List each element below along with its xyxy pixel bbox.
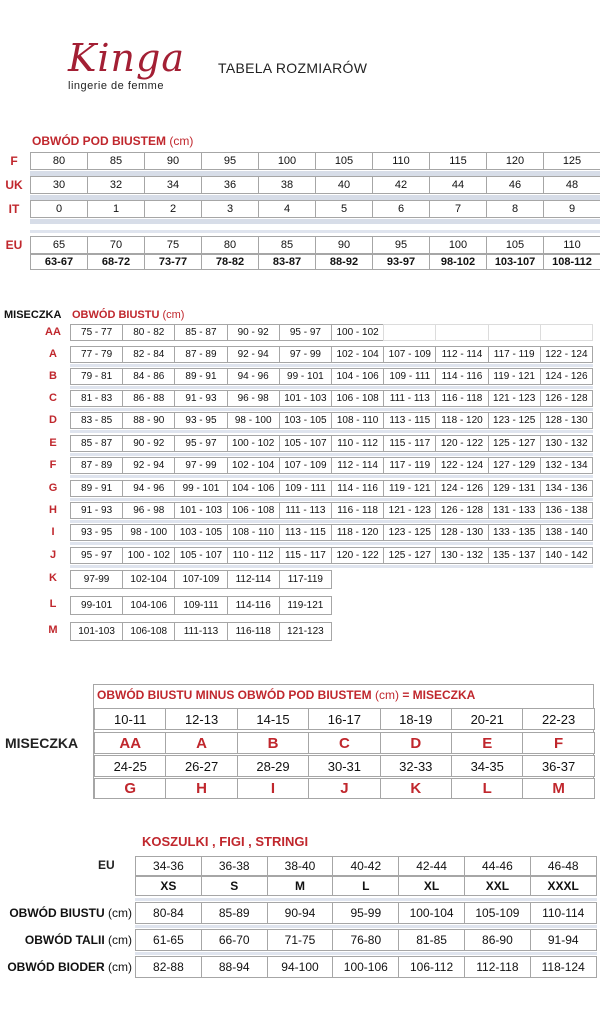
table-cell: 138 - 140 (540, 524, 593, 541)
table-cell: 115 - 117 (279, 547, 332, 564)
apparel-row-label (0, 960, 132, 974)
empty-cell (488, 324, 541, 341)
bust-row-label: E (49, 437, 57, 449)
table-cell: 82 - 84 (122, 346, 175, 363)
underbust-row-label: F (10, 154, 18, 168)
table-cell: D (380, 732, 452, 754)
table-cell: 77 - 79 (70, 346, 123, 363)
table-cell: 44 (429, 176, 487, 194)
table-cell: 80 - 82 (122, 324, 175, 341)
table-cell: 93 - 95 (174, 412, 227, 429)
table-cell: G (94, 778, 166, 799)
table-cell: K (380, 778, 452, 799)
table-cell: 109-111 (174, 596, 227, 615)
table-cell: 116 - 118 (331, 502, 384, 519)
table-cell: A (165, 732, 237, 754)
table-cell: 1 (87, 200, 145, 218)
table-cell: 30-31 (308, 755, 380, 777)
table-cell: 14-15 (237, 708, 309, 730)
table-cell: 85 - 87 (174, 324, 227, 341)
bust-row-label: B (49, 370, 57, 382)
table-cell: 90-94 (267, 902, 334, 924)
apparel-eu-label: EU (98, 858, 115, 872)
table-cell: 65 (30, 236, 88, 254)
table-cell: 121 - 123 (488, 390, 541, 407)
table-cell: 91 - 93 (174, 390, 227, 407)
table-cell: 135 - 137 (488, 547, 541, 564)
row-separator (70, 364, 593, 367)
table-cell: 125 - 127 (383, 547, 436, 564)
table-cell: 122 - 124 (435, 457, 488, 474)
table-cell: 125 - 127 (488, 435, 541, 452)
table-cell: 113 - 115 (383, 412, 436, 429)
table-cell: 34 (144, 176, 202, 194)
table-cell: 100 - 102 (227, 435, 280, 452)
table-cell: XL (398, 876, 465, 896)
table-cell: 94 - 96 (227, 368, 280, 385)
row-separator (30, 219, 600, 224)
table-cell: 92 - 94 (227, 346, 280, 363)
table-cell: 114 - 116 (435, 368, 488, 385)
table-cell: 119 - 121 (383, 480, 436, 497)
apparel-row-label-unit: (cm) (104, 906, 132, 920)
bust-side-label: MISECZKA (4, 309, 62, 321)
table-cell: 111 - 113 (383, 390, 436, 407)
table-cell: 117 - 119 (383, 457, 436, 474)
table-cell: 106-112 (398, 956, 465, 978)
table-cell: 90 - 92 (122, 435, 175, 452)
table-cell: 61-65 (135, 929, 202, 951)
table-cell: 124 - 126 (435, 480, 488, 497)
brand-tagline: lingerie de femme (68, 80, 164, 92)
table-cell: 88 - 90 (122, 412, 175, 429)
brand-logo: Kinga (68, 36, 185, 80)
table-cell: 95 (372, 236, 430, 254)
table-cell: 80 (30, 152, 88, 170)
bust-heading-unit: (cm) (159, 309, 185, 321)
table-cell: 101 - 103 (174, 502, 227, 519)
table-cell: AA (94, 732, 166, 754)
table-cell: S (201, 876, 268, 896)
row-separator (30, 230, 600, 233)
table-cell: 103 - 105 (174, 524, 227, 541)
table-cell: 42-44 (398, 856, 465, 876)
empty-cell (383, 324, 436, 341)
table-cell: 99-101 (70, 596, 123, 615)
table-cell: 107-109 (174, 570, 227, 589)
table-cell: 24-25 (94, 755, 166, 777)
bust-row-label: K (49, 572, 57, 584)
table-cell: 111-113 (174, 622, 227, 641)
table-cell: 105 (315, 152, 373, 170)
table-cell: 134 - 136 (540, 480, 593, 497)
table-cell: 97 - 99 (279, 346, 332, 363)
table-cell: 89 - 91 (174, 368, 227, 385)
table-cell: 130 - 132 (435, 547, 488, 564)
table-cell: 5 (315, 200, 373, 218)
table-cell: 129 - 131 (488, 480, 541, 497)
table-cell: 16-17 (308, 708, 380, 730)
row-separator (70, 386, 593, 389)
table-cell: 109 - 111 (279, 480, 332, 497)
bust-row-label: G (48, 482, 58, 494)
row-separator (135, 952, 597, 955)
table-cell: 78-82 (201, 254, 259, 270)
table-cell: 98-102 (429, 254, 487, 270)
table-cell: M (522, 778, 594, 799)
table-cell: 123 - 125 (383, 524, 436, 541)
table-cell: H (165, 778, 237, 799)
table-cell: 102 - 104 (227, 457, 280, 474)
table-cell: 94-100 (267, 956, 334, 978)
table-cell: 118 - 120 (435, 412, 488, 429)
empty-cell (540, 324, 593, 341)
table-cell: 123 - 125 (488, 412, 541, 429)
table-cell: 10-11 (94, 708, 166, 730)
empty-cell (435, 324, 488, 341)
table-cell: 93-97 (372, 254, 430, 270)
table-cell: 120 - 122 (331, 547, 384, 564)
table-cell: 125 (543, 152, 600, 170)
table-cell: 105 - 107 (279, 435, 332, 452)
cup-side-label: MISECZKA (5, 735, 79, 751)
bust-row-label: I (51, 526, 55, 538)
table-cell: 86-90 (464, 929, 531, 951)
cup-formula-heading (97, 688, 475, 702)
table-cell: 80 (201, 236, 259, 254)
apparel-row-label-text: OBWÓD TALII (24, 933, 105, 947)
table-cell: 101 - 103 (279, 390, 332, 407)
cup-formula-heading-b: = MISECZKA (399, 688, 476, 702)
table-cell: F (522, 732, 594, 754)
table-cell: 115 (429, 152, 487, 170)
bust-row-label: AA (45, 326, 61, 338)
row-separator (135, 898, 597, 901)
table-cell: 81 - 83 (70, 390, 123, 407)
table-cell: 3 (201, 200, 259, 218)
table-cell: 26-27 (165, 755, 237, 777)
bust-row-label: A (49, 348, 57, 360)
table-cell: 103-107 (486, 254, 544, 270)
table-cell: 126 - 128 (435, 502, 488, 519)
table-cell: 79 - 81 (70, 368, 123, 385)
table-cell: 9 (543, 200, 600, 218)
table-cell: 119 - 121 (488, 368, 541, 385)
table-cell: 118 - 120 (331, 524, 384, 541)
table-cell: 80-84 (135, 902, 202, 924)
table-cell: 121-123 (279, 622, 332, 641)
apparel-row-label-unit: (cm) (104, 960, 132, 974)
table-cell: 36-37 (522, 755, 594, 777)
row-separator (70, 453, 593, 456)
apparel-row-label-text: OBWÓD BIODER (7, 960, 105, 974)
table-cell: 108 - 110 (227, 524, 280, 541)
page-title: TABELA ROZMIARÓW (218, 60, 368, 76)
table-cell: 95 - 97 (174, 435, 227, 452)
table-cell: 91-94 (530, 929, 597, 951)
table-cell: 105 - 107 (174, 547, 227, 564)
table-cell: 75 (144, 236, 202, 254)
table-cell: 133 - 135 (488, 524, 541, 541)
table-cell: 38 (258, 176, 316, 194)
table-cell: 36 (201, 176, 259, 194)
table-cell: 95 - 97 (279, 324, 332, 341)
table-cell: 128 - 130 (540, 412, 593, 429)
table-cell: 117 - 119 (488, 346, 541, 363)
table-cell: 32-33 (380, 755, 452, 777)
row-separator (70, 520, 593, 523)
table-cell: 106 - 108 (331, 390, 384, 407)
table-cell: 82-88 (135, 956, 202, 978)
table-cell: 105 (486, 236, 544, 254)
table-cell: XS (135, 876, 202, 896)
bust-row-label: H (49, 504, 57, 516)
table-cell: 22-23 (522, 708, 594, 730)
table-cell: 68-72 (87, 254, 145, 270)
apparel-row-label-text: OBWÓD BIUSTU (9, 906, 105, 920)
apparel-row-label (0, 933, 132, 947)
underbust-heading-unit: (cm) (166, 134, 194, 148)
table-cell: 84 - 86 (122, 368, 175, 385)
table-cell: 85 (87, 152, 145, 170)
table-cell: 95-99 (332, 902, 399, 924)
table-cell: 136 - 138 (540, 502, 593, 519)
table-cell: 83-87 (258, 254, 316, 270)
table-cell: 112 - 114 (435, 346, 488, 363)
table-cell: 98 - 100 (227, 412, 280, 429)
table-cell: 111 - 113 (279, 502, 332, 519)
table-cell: 131 - 133 (488, 502, 541, 519)
table-cell: 70 (87, 236, 145, 254)
table-cell: E (451, 732, 523, 754)
table-cell: 140 - 142 (540, 547, 593, 564)
table-cell: 116 - 118 (435, 390, 488, 407)
table-cell: 83 - 85 (70, 412, 123, 429)
table-cell: 96 - 98 (122, 502, 175, 519)
table-cell: 90 - 92 (227, 324, 280, 341)
apparel-row-label-unit: (cm) (104, 933, 132, 947)
table-cell: 89 - 91 (70, 480, 123, 497)
table-cell: 76-80 (332, 929, 399, 951)
cup-formula-heading-unit: (cm) (371, 688, 399, 702)
table-cell: 66-70 (201, 929, 268, 951)
table-cell: 87 - 89 (174, 346, 227, 363)
table-cell: 107 - 109 (383, 346, 436, 363)
table-cell: 96 - 98 (227, 390, 280, 407)
table-cell: 102 - 104 (331, 346, 384, 363)
table-cell: 32 (87, 176, 145, 194)
table-cell: 6 (372, 200, 430, 218)
table-cell: 7 (429, 200, 487, 218)
table-cell: 112-114 (227, 570, 280, 589)
table-cell: XXXL (530, 876, 597, 896)
table-cell: 95 - 97 (70, 547, 123, 564)
table-cell: 97 - 99 (174, 457, 227, 474)
table-cell: 100 - 102 (331, 324, 384, 341)
table-cell: 117-119 (279, 570, 332, 589)
table-cell: 112 - 114 (331, 457, 384, 474)
apparel-row-label (0, 906, 132, 920)
table-cell: 110 (543, 236, 600, 254)
table-cell: 12-13 (165, 708, 237, 730)
table-cell: 4 (258, 200, 316, 218)
table-cell: 75 - 77 (70, 324, 123, 341)
table-cell: 85 (258, 236, 316, 254)
table-cell: 95 (201, 152, 259, 170)
row-separator (70, 565, 593, 568)
table-cell: 46 (486, 176, 544, 194)
table-cell: 106 - 108 (227, 502, 280, 519)
table-cell: 87 - 89 (70, 457, 123, 474)
row-separator (70, 542, 593, 545)
underbust-row-label: IT (8, 202, 20, 216)
table-cell: 81-85 (398, 929, 465, 951)
table-cell: 90 (144, 152, 202, 170)
bust-row-label: L (49, 598, 57, 610)
table-cell: 0 (30, 200, 88, 218)
table-cell: 86 - 88 (122, 390, 175, 407)
table-cell: 114-116 (227, 596, 280, 615)
table-cell: 120 - 122 (435, 435, 488, 452)
table-cell: 121 - 123 (383, 502, 436, 519)
table-cell: 116-118 (227, 622, 280, 641)
bust-heading-text: OBWÓD BIUSTU (72, 309, 160, 321)
table-cell: 92 - 94 (122, 457, 175, 474)
table-cell: 63-67 (30, 254, 88, 270)
table-cell: 122 - 124 (540, 346, 593, 363)
table-cell: 104-106 (122, 596, 175, 615)
bust-row-label: D (49, 414, 57, 426)
table-cell: L (451, 778, 523, 799)
table-cell: 100-104 (398, 902, 465, 924)
table-cell: 88-94 (201, 956, 268, 978)
table-cell: XXL (464, 876, 531, 896)
table-cell: 104 - 106 (331, 368, 384, 385)
cup-formula-heading-a: OBWÓD BIUSTU MINUS OBWÓD POD BIUSTEM (97, 688, 372, 702)
table-cell: 46-48 (530, 856, 597, 876)
table-cell: 97-99 (70, 570, 123, 589)
table-cell: 91 - 93 (70, 502, 123, 519)
table-cell: 100 (429, 236, 487, 254)
table-cell: 109 - 111 (383, 368, 436, 385)
table-cell: 110 (372, 152, 430, 170)
row-separator (70, 430, 593, 433)
table-cell: 94 - 96 (122, 480, 175, 497)
table-cell: 2 (144, 200, 202, 218)
table-cell: 108 - 110 (331, 412, 384, 429)
table-cell: 20-21 (451, 708, 523, 730)
table-cell: 105-109 (464, 902, 531, 924)
table-cell: 98 - 100 (122, 524, 175, 541)
table-cell: 110 - 112 (227, 547, 280, 564)
table-cell: 36-38 (201, 856, 268, 876)
table-cell: B (237, 732, 309, 754)
table-cell: I (237, 778, 309, 799)
bust-row-label: M (48, 624, 58, 636)
table-cell: 101-103 (70, 622, 123, 641)
table-cell: 38-40 (267, 856, 334, 876)
table-cell: 44-46 (464, 856, 531, 876)
bust-row-label: C (49, 392, 57, 404)
row-separator (135, 925, 597, 928)
table-cell: 99 - 101 (174, 480, 227, 497)
row-separator (70, 475, 593, 478)
table-cell: 40-42 (332, 856, 399, 876)
table-cell: 40 (315, 176, 373, 194)
table-cell: 30 (30, 176, 88, 194)
table-cell: 93 - 95 (70, 524, 123, 541)
table-cell: J (308, 778, 380, 799)
table-cell: 28-29 (237, 755, 309, 777)
table-cell: 100 (258, 152, 316, 170)
bust-row-label: J (49, 549, 57, 561)
table-cell: 18-19 (380, 708, 452, 730)
table-cell: 90 (315, 236, 373, 254)
table-cell: 71-75 (267, 929, 334, 951)
underbust-heading (32, 134, 193, 148)
row-separator (70, 498, 593, 501)
table-cell: 48 (543, 176, 600, 194)
table-cell: 118-124 (530, 956, 597, 978)
table-cell: 112-118 (464, 956, 531, 978)
table-cell: 100-106 (332, 956, 399, 978)
table-cell: 73-77 (144, 254, 202, 270)
bust-row-label: F (49, 459, 57, 471)
row-separator (70, 408, 593, 411)
table-cell: 127 - 129 (488, 457, 541, 474)
table-cell: 85-89 (201, 902, 268, 924)
table-cell: 119-121 (279, 596, 332, 615)
table-cell: 107 - 109 (279, 457, 332, 474)
table-cell: 8 (486, 200, 544, 218)
table-cell: 103 - 105 (279, 412, 332, 429)
table-cell: 34-35 (451, 755, 523, 777)
table-cell: 106-108 (122, 622, 175, 641)
table-cell: 113 - 115 (279, 524, 332, 541)
table-cell: M (267, 876, 334, 896)
table-cell: 124 - 126 (540, 368, 593, 385)
table-cell: 99 - 101 (279, 368, 332, 385)
table-cell: 128 - 130 (435, 524, 488, 541)
table-cell: 88-92 (315, 254, 373, 270)
table-cell: 85 - 87 (70, 435, 123, 452)
table-cell: 132 - 134 (540, 457, 593, 474)
table-cell: L (332, 876, 399, 896)
table-cell: 102-104 (122, 570, 175, 589)
table-cell: 100 - 102 (122, 547, 175, 564)
table-cell: 110 - 112 (331, 435, 384, 452)
underbust-heading-text: OBWÓD POD BIUSTEM (32, 134, 166, 148)
table-cell: 114 - 116 (331, 480, 384, 497)
table-cell: 120 (486, 152, 544, 170)
table-cell: 115 - 117 (383, 435, 436, 452)
table-cell: C (308, 732, 380, 754)
table-cell: 34-36 (135, 856, 202, 876)
table-cell: 110-114 (530, 902, 597, 924)
underbust-row-label: UK (5, 178, 23, 192)
table-cell: 104 - 106 (227, 480, 280, 497)
table-cell: 42 (372, 176, 430, 194)
bust-heading (72, 309, 184, 321)
underbust-row-label: EU (5, 238, 23, 252)
apparel-heading: KOSZULKI , FIGI , STRINGI (142, 834, 309, 849)
table-cell: 130 - 132 (540, 435, 593, 452)
table-cell: 108-112 (543, 254, 600, 270)
table-cell: 126 - 128 (540, 390, 593, 407)
